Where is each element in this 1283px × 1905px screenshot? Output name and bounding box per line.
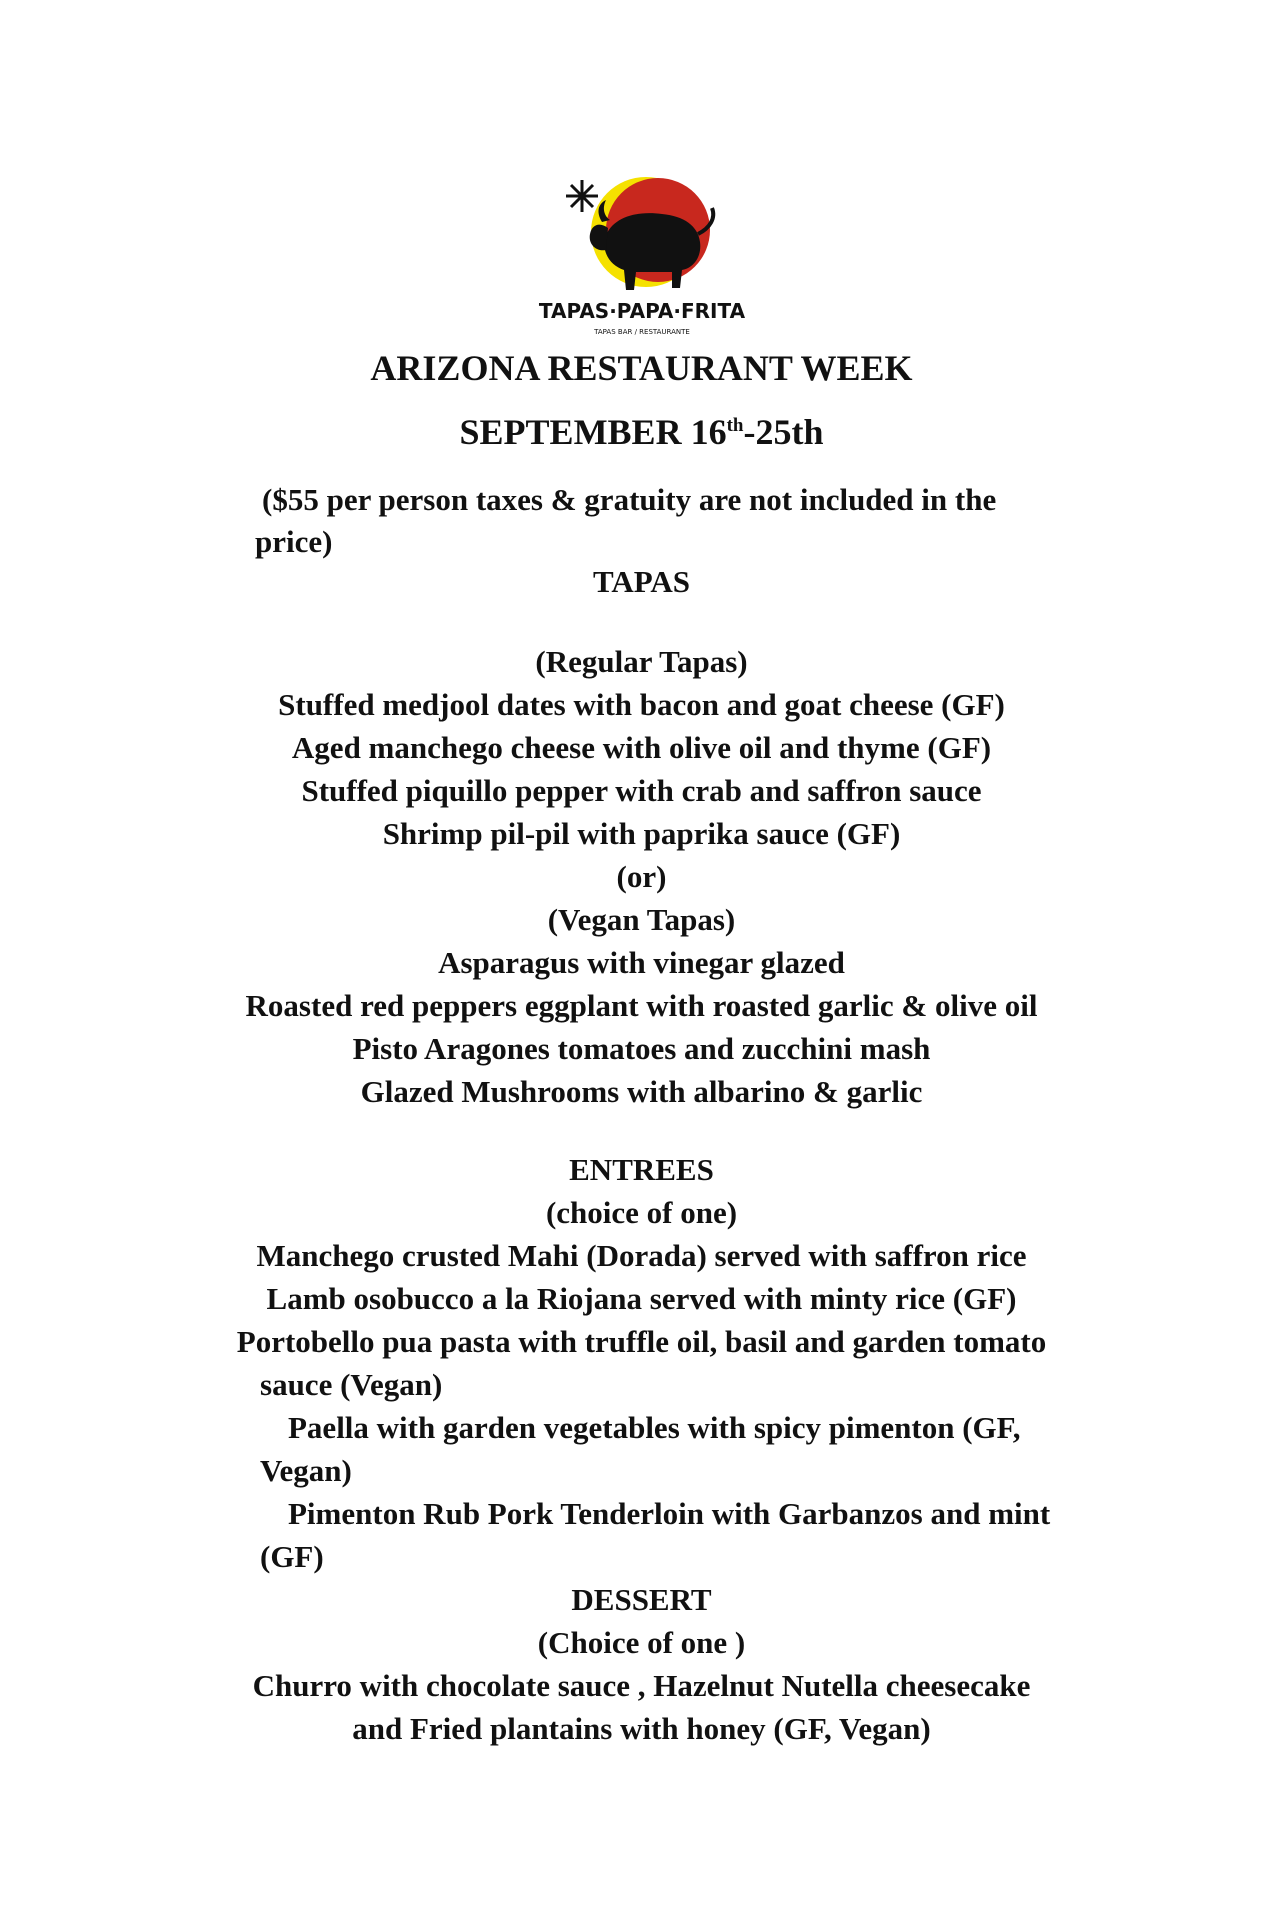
tapas-heading: TAPAS [592, 564, 691, 599]
menu-item: Roasted red peppers eggplant with roasted garlic & olive oil [245, 988, 1038, 1023]
page-title: ARIZONA RESTAURANT WEEK [370, 348, 913, 388]
menu-item: Stuffed medjool dates with bacon and goat cheese (GF) [278, 687, 1005, 722]
or-label: (or) [616, 859, 667, 894]
vegan-tapas-label: (Vegan Tapas) [547, 902, 736, 937]
restaurant-logo [0, 170, 1283, 340]
menu-item: Asparagus with vinegar glazed [438, 945, 845, 980]
price-note-line-2: price) [255, 524, 333, 559]
menu-item: Lamb osobucco a la Riojana served with minty rice (GF) [266, 1281, 1017, 1316]
menu-item: Pisto Aragones tomatoes and zucchini mash [352, 1031, 931, 1066]
menu-item: Shrimp pil-pil with paprika sauce (GF) [382, 816, 901, 851]
dates-prefix: SEPTEMBER 16 [459, 412, 727, 452]
menu-item: Paella with garden vegetables with spicy pimenton (GF, [288, 1410, 1021, 1445]
bull-sun-logo-icon [512, 170, 772, 340]
entrees-choice-label: (choice of one) [545, 1195, 738, 1230]
menu-item: Portobello pua pasta with truffle oil, basil and garden tomato [236, 1324, 1047, 1359]
event-dates [0, 412, 1283, 452]
price-note-line-1: ($55 per person taxes & gratuity are not included in the [262, 482, 997, 517]
menu-item: Churro with chocolate sauce , Hazelnut Nutella cheesecake [252, 1668, 1031, 1703]
menu-item-continued: sauce (Vegan) [260, 1367, 443, 1402]
menu-item: Glazed Mushrooms with albarino & garlic [360, 1074, 923, 1109]
regular-tapas-label: (Regular Tapas) [535, 644, 748, 679]
menu-item-continued: (GF) [260, 1539, 324, 1574]
menu-item-continued: Vegan) [260, 1453, 352, 1488]
entrees-heading: ENTREES [569, 1152, 714, 1187]
logo-tagline: TAPAS BAR / RESTAURANTE [593, 328, 690, 336]
dessert-choice-label: (Choice of one ) [537, 1625, 746, 1660]
menu-item: Aged manchego cheese with olive oil and thyme (GF) [291, 730, 992, 765]
menu-item: Stuffed piquillo pepper with crab and saffron sauce [301, 773, 982, 808]
menu-item: Manchego crusted Mahi (Dorada) served with saffron rice [256, 1238, 1027, 1273]
dessert-heading: DESSERT [571, 1582, 712, 1617]
dates-suffix: -25th [743, 412, 824, 452]
menu-item: Pimenton Rub Pork Tenderloin with Garbanzos and mint [288, 1496, 1051, 1531]
dates-superscript: th [726, 415, 744, 436]
menu-item: and Fried plantains with honey (GF, Vegan) [352, 1711, 931, 1746]
logo-brand-text: TAPAS·PAPA·FRITA [538, 299, 745, 323]
